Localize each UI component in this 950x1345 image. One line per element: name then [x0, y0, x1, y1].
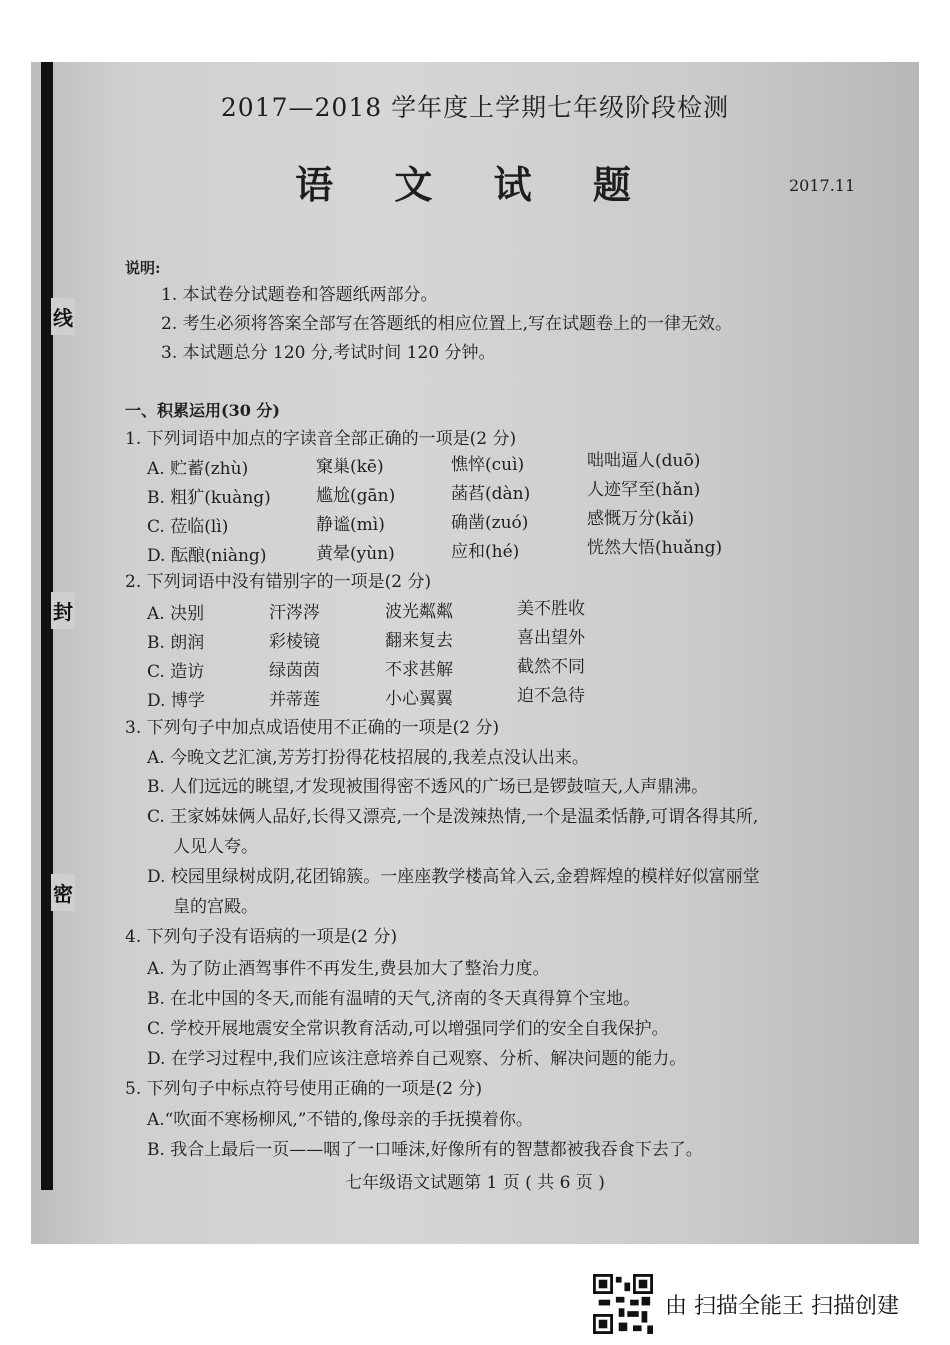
q5-option: B. 我合上最后一页——咽了一口唾沫,好像所有的智慧都被我吞食下去了。 — [147, 1140, 703, 1160]
q1-option: 应和(hé) — [451, 542, 520, 562]
q3-option-c-cont: 人见人夸。 — [173, 837, 258, 857]
q4-option: C. 学校开展地震安全常识教育活动,可以增强同学们的安全自我保护。 — [147, 1019, 669, 1039]
q4-option: D. 在学习过程中,我们应该注意培养自己观察、分析、解决问题的能力。 — [147, 1049, 687, 1069]
q5-option: A.“吹面不寒杨柳风,”不错的,像母亲的手抚摸着你。 — [147, 1110, 533, 1130]
q3-option-d: D. 校园里绿树成阴,花团锦簇。一座座教学楼高耸入云,金碧辉煌的模样好似富丽堂 — [147, 867, 760, 887]
scanner-brand-text: 由 扫描全能王 扫描创建 — [665, 1293, 899, 1319]
q1-option: B. 粗犷(kuàng) — [147, 488, 271, 508]
q2-option: D. 博学 — [147, 691, 205, 711]
q1-option: 恍然大悟(huǎng) — [587, 538, 723, 558]
q2-option: 不求甚解 — [385, 660, 453, 680]
q2-option: 波光粼粼 — [385, 602, 453, 622]
binding-label-secret: 密 — [51, 874, 75, 911]
question-stem: 3. 下列句子中加点成语使用不正确的一项是(2 分) — [125, 718, 500, 738]
q1-option: C. 莅临(lì) — [147, 517, 229, 537]
q3-option-c: C. 王家姊妹俩人品好,长得又漂亮,一个是泼辣热情,一个是温柔恬静,可谓各得其所, — [147, 807, 759, 827]
q1-option: D. 酝酿(niàng) — [147, 546, 267, 566]
section-title: 一、积累运用(30 分) — [125, 401, 280, 420]
note-item: 3. 本试题总分 120 分,考试时间 120 分钟。 — [161, 343, 496, 363]
q3-option-a: A. 今晚文艺汇演,芳芳打扮得花枝招展的,我差点没认出来。 — [147, 748, 589, 768]
question-stem: 5. 下列句子中标点符号使用正确的一项是(2 分) — [125, 1079, 483, 1099]
q3-option-b: B. 人们远远的眺望,才发现被围得密不透风的广场已是锣鼓喧天,人声鼎沸。 — [147, 777, 709, 797]
q2-option: 彩棱镜 — [269, 632, 320, 652]
q1-option: 憔悴(cuì) — [451, 455, 525, 475]
exam-title: 2017—2018 学年度上学期七年级阶段检测 — [220, 93, 730, 122]
page-footer: 七年级语文试题第 1 页 ( 共 6 页 ) — [345, 1173, 605, 1193]
q1-option: 尴尬(gān) — [316, 486, 396, 506]
q2-option: 绿茵茵 — [269, 661, 320, 681]
notes-heading: 说明: — [125, 259, 161, 277]
q1-option: 感慨万分(kǎi) — [587, 509, 695, 529]
qr-code-icon — [593, 1274, 653, 1334]
q2-option: 截然不同 — [517, 657, 585, 677]
q2-option: 并蒂莲 — [269, 690, 320, 710]
exam-subject: 语 文 试 题 — [295, 162, 655, 207]
question-stem: 4. 下列句子没有语病的一项是(2 分) — [125, 927, 398, 947]
scanner-watermark — [593, 1274, 899, 1334]
q3-option-d-cont: 皇的宫殿。 — [173, 897, 258, 917]
q2-option: C. 造访 — [147, 662, 205, 682]
q1-option: 菡萏(dàn) — [451, 484, 531, 504]
q2-option: 迫不急待 — [517, 686, 585, 706]
q2-option: 小心翼翼 — [385, 689, 453, 709]
q1-option: 确凿(zuó) — [451, 513, 529, 533]
note-item: 1. 本试卷分试题卷和答题纸两部分。 — [161, 285, 438, 305]
q2-option: A. 决别 — [147, 604, 205, 624]
note-item: 2. 考生必须将答案全部写在答题纸的相应位置上,写在试题卷上的一律无效。 — [161, 314, 733, 334]
q2-option: 美不胜收 — [517, 599, 585, 619]
q1-option: 窠巢(kē) — [316, 457, 384, 477]
q2-option: 翻来复去 — [385, 631, 453, 651]
question-stem: 1. 下列词语中加点的字读音全部正确的一项是(2 分) — [125, 429, 517, 449]
exam-page — [31, 62, 919, 1244]
q2-option: B. 朗润 — [147, 633, 205, 653]
binding-label-line: 线 — [51, 298, 75, 335]
binding-label-seal: 封 — [51, 592, 75, 629]
question-stem: 2. 下列词语中没有错别字的一项是(2 分) — [125, 572, 432, 592]
q1-option: 咄咄逼人(duō) — [587, 451, 701, 471]
q1-option: 人迹罕至(hǎn) — [587, 480, 701, 500]
q4-option: B. 在北中国的冬天,而能有温晴的天气,济南的冬天真得算个宝地。 — [147, 989, 641, 1009]
q2-option: 喜出望外 — [517, 628, 585, 648]
q1-option: 黄晕(yùn) — [316, 544, 395, 564]
q4-option: A. 为了防止酒驾事件不再发生,费县加大了整治力度。 — [147, 959, 550, 979]
q1-option: 静谧(mì) — [316, 515, 385, 535]
q2-option: 汗涔涔 — [269, 603, 320, 623]
exam-date: 2017.11 — [789, 176, 856, 195]
q1-option: A. 贮蓄(zhù) — [147, 459, 249, 479]
